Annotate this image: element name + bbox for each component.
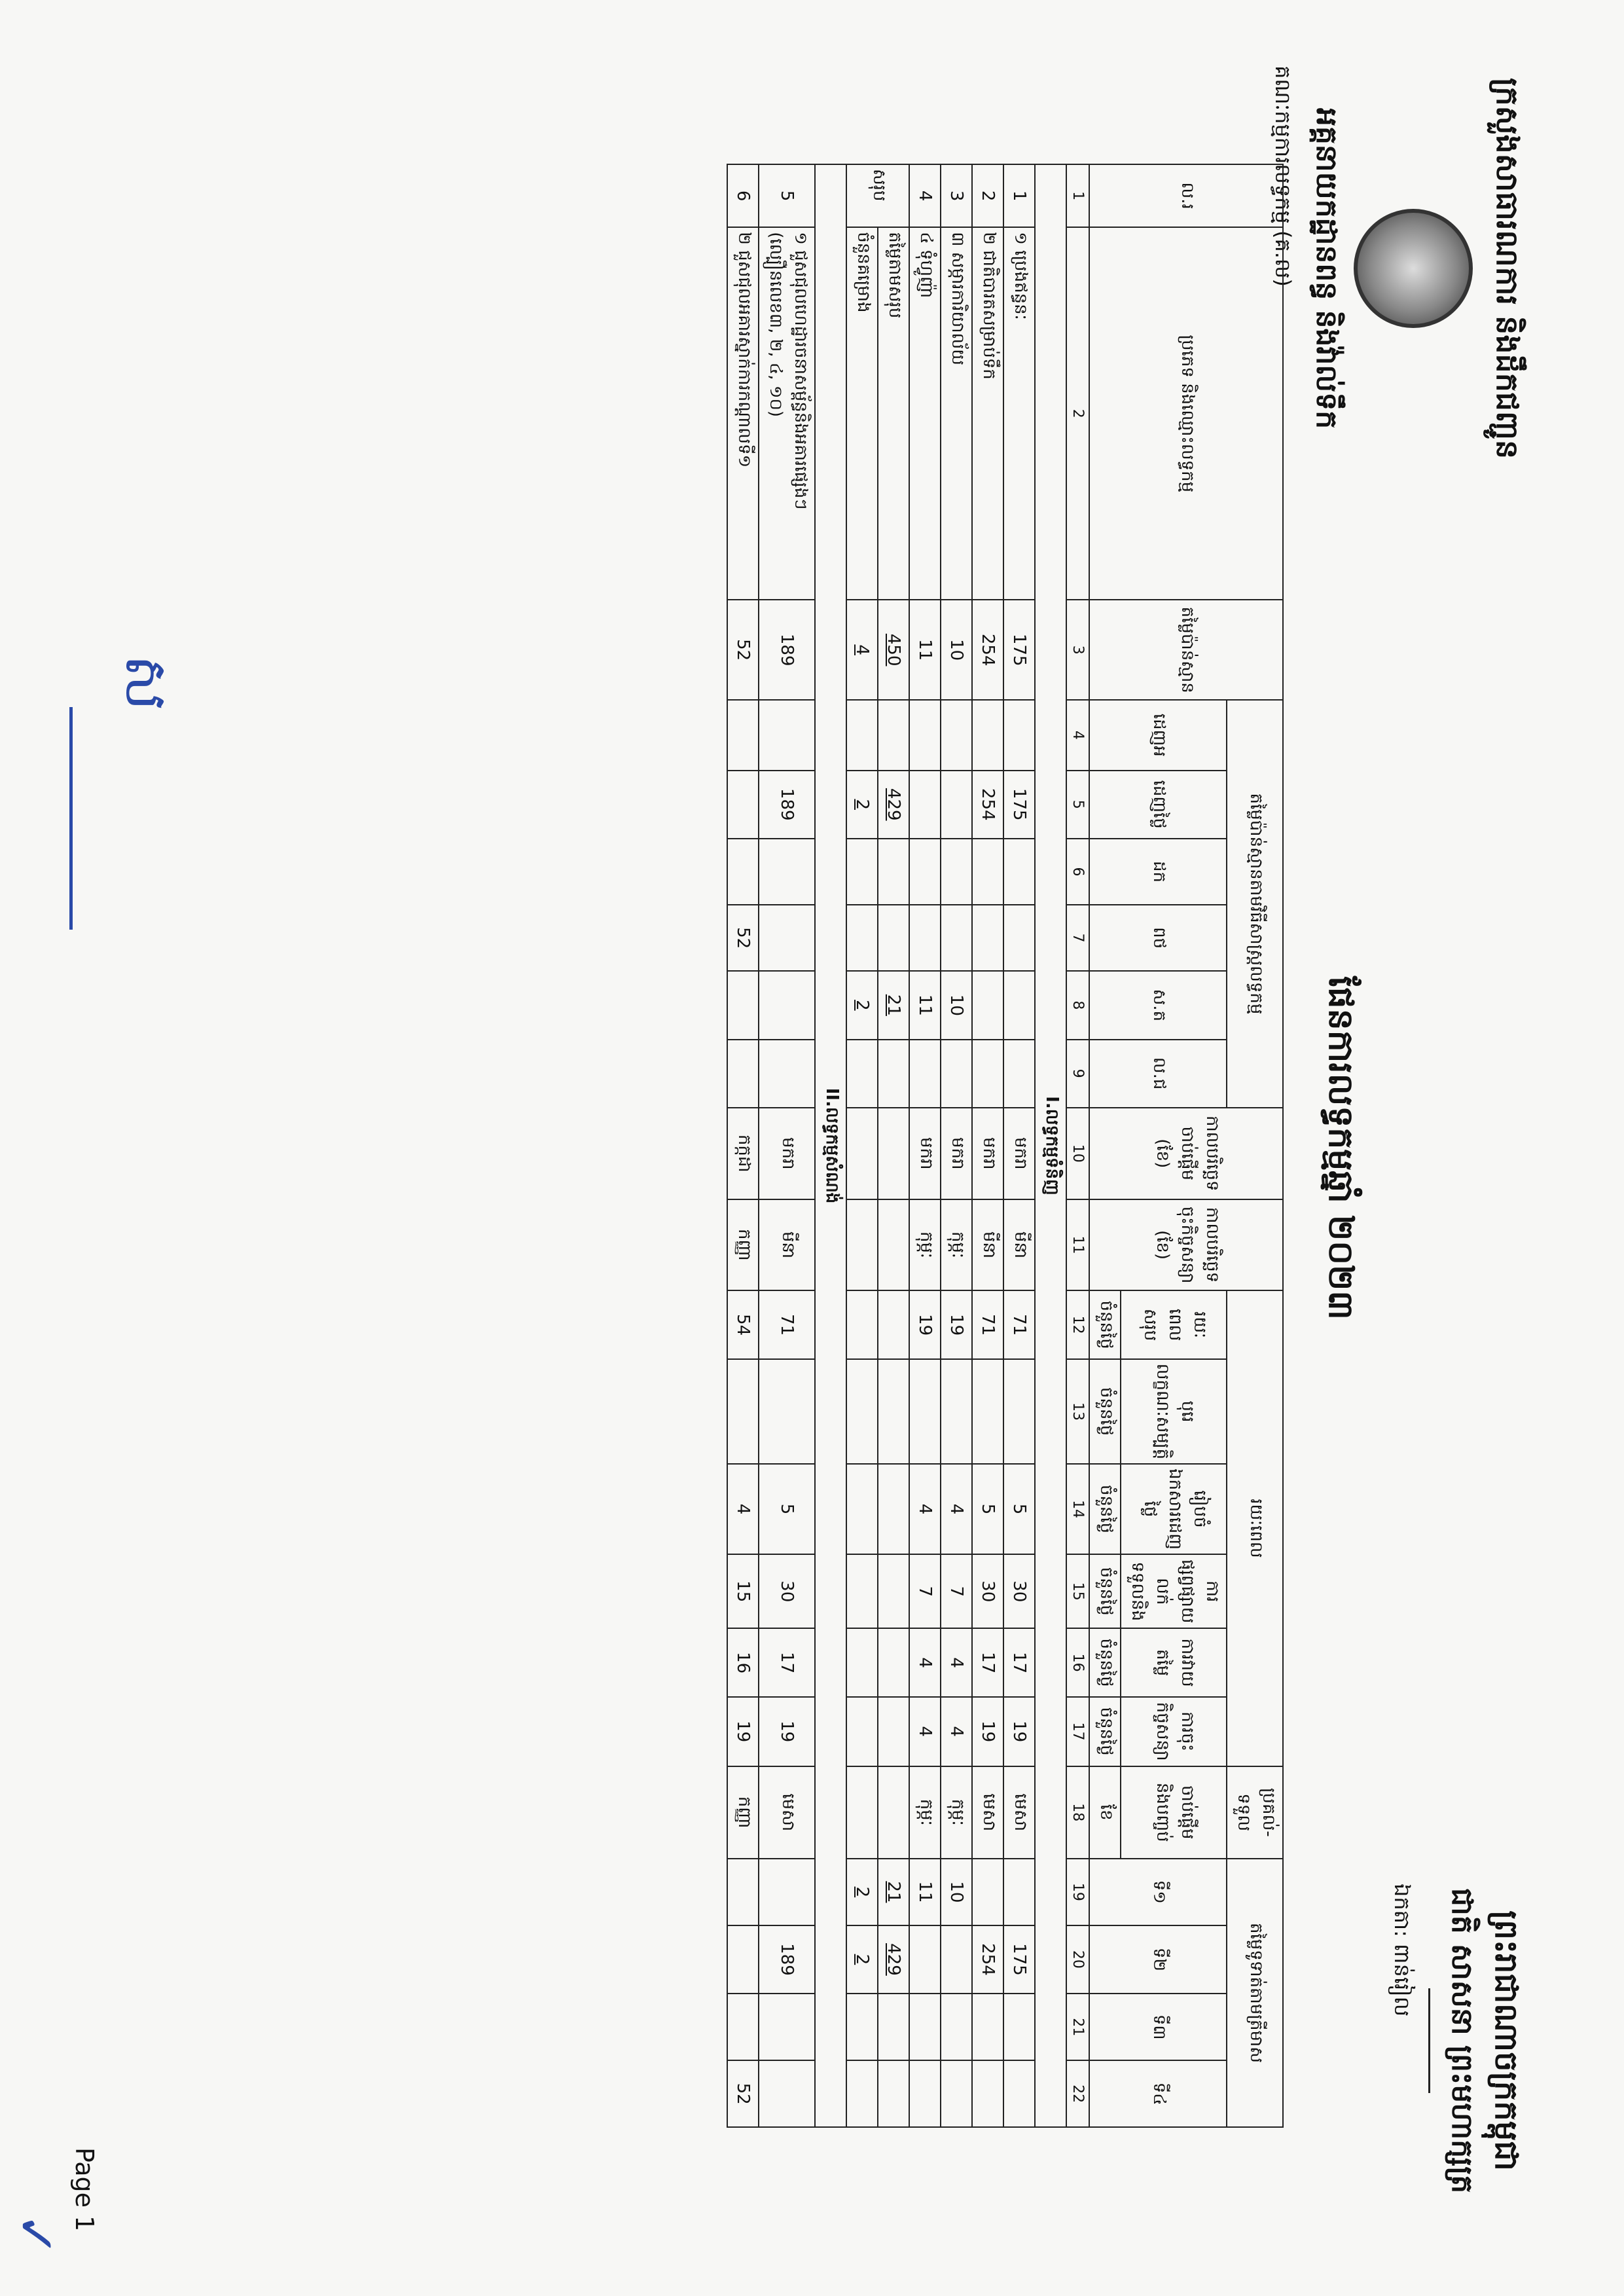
cell-d16: 4 <box>941 1628 972 1696</box>
col-group-delivery: ប្រគល់-ទទួល <box>1227 1766 1283 1859</box>
index-cell: 8 <box>1066 971 1089 1039</box>
cell-d15: 30 <box>972 1554 1003 1629</box>
table-row <box>727 164 759 2127</box>
cell-contract: កុម្ភៈ <box>941 1199 972 1291</box>
cell-d14: 5 <box>972 1464 1003 1554</box>
cell-d14: 4 <box>727 1464 759 1554</box>
cell-empty <box>846 1628 878 1696</box>
cell-c6 <box>1003 839 1035 905</box>
ministry-name: ក្រសួងសាធារណការ និងដឹកជញ្ជូន <box>1490 77 1525 460</box>
cell-c7 <box>759 905 815 971</box>
cell-n: 2 <box>972 164 1003 227</box>
table-row <box>759 164 815 2127</box>
cell-deliv: មេសា <box>1003 1766 1035 1859</box>
cell-c5 <box>909 771 941 839</box>
total-method-5: 21 <box>878 971 909 1039</box>
cell-c7 <box>909 905 941 971</box>
table-row <box>941 164 972 2127</box>
cell-q4: 52 <box>727 2060 759 2127</box>
cell-d17: 4 <box>941 1697 972 1766</box>
cell-c5: 175 <box>1003 771 1035 839</box>
row-description-text: ប្រេងឥន្ធនៈ <box>1011 250 1030 320</box>
cell-empty <box>878 1554 909 1629</box>
cell-d12: 71 <box>972 1290 1003 1358</box>
cell-q4 <box>1003 2060 1035 2127</box>
col-contract-month: កាលបរិច្ឆេទចុះកិច្ចសន្យា (ខែ) <box>1089 1199 1283 1291</box>
cell-empty <box>846 905 878 971</box>
cell-c4 <box>727 700 759 770</box>
cell-deliv: កញ្ញា <box>727 1766 759 1859</box>
cell-d16: 4 <box>909 1628 941 1696</box>
cell-empty <box>878 1359 909 1464</box>
col-group-method: តម្លៃប៉ាន់ស្មានតាមវិធីសាស្ត្រលទ្ធកម្ម <box>1227 700 1283 1108</box>
index-cell: 16 <box>1066 1628 1089 1696</box>
table-body <box>727 164 1066 2127</box>
cell-d15: 7 <box>909 1554 941 1629</box>
index-cell: 7 <box>1066 905 1089 971</box>
cell-empty <box>878 905 909 971</box>
cell-c9 <box>972 1040 1003 1108</box>
col-duration-5: ការវាយតម្លៃ <box>1121 1628 1227 1696</box>
row-description <box>1003 227 1035 600</box>
index-cell: 2 <box>1066 227 1089 600</box>
cell-d16: 17 <box>1003 1628 1035 1696</box>
delivery-unit: ខែ <box>1089 1766 1121 1859</box>
cell-q2 <box>909 1925 941 1994</box>
cell-contract: មីនា <box>972 1199 1003 1291</box>
cell-d13 <box>972 1359 1003 1464</box>
col-group-payment: តម្លៃទូទាត់តាមត្រីមាស <box>1227 1859 1283 2127</box>
index-cell: 13 <box>1066 1359 1089 1464</box>
cell-empty <box>846 1554 878 1629</box>
cell-c4 <box>941 700 972 770</box>
cell-c9 <box>941 1040 972 1108</box>
cell-c7 <box>1003 905 1035 971</box>
cell-q2 <box>727 1925 759 1994</box>
handwritten-initial: ស <box>112 655 181 711</box>
cell-start: មករា <box>941 1108 972 1199</box>
committee-name: គណៈកម្មការលទ្ធកម្ម (គ.ល) <box>1271 65 1295 287</box>
cell-c6 <box>727 839 759 905</box>
row-description <box>759 227 815 600</box>
row-khmer-number: ២ <box>734 232 754 245</box>
total-sub-value-label: តម្លៃតាមសរុប <box>878 227 909 600</box>
cell-empty <box>846 1040 878 1108</box>
cell-q2 <box>941 1925 972 1994</box>
cell-c9 <box>1003 1040 1035 1108</box>
col-delivery-dates <box>1121 1766 1227 1859</box>
cell-empty <box>878 1697 909 1766</box>
cell-q4 <box>941 2060 972 2127</box>
cell-est: 254 <box>972 600 1003 700</box>
cell-n: 6 <box>727 164 759 227</box>
cell-d12: 71 <box>1003 1290 1035 1358</box>
cell-q1 <box>1003 1859 1035 1925</box>
index-cell: 18 <box>1066 1766 1089 1859</box>
cell-q2: 189 <box>759 1925 815 1994</box>
row-khmer-number: ២ <box>979 232 999 245</box>
procurement-plan-table <box>727 164 1284 2128</box>
cell-est: 175 <box>1003 600 1035 700</box>
cell-c8 <box>759 971 815 1039</box>
col-method-4: ពថ <box>1089 905 1227 971</box>
cell-c9 <box>909 1040 941 1108</box>
cell-n: 3 <box>941 164 972 227</box>
col-q4: ទី៤ <box>1089 2060 1227 2127</box>
cell-empty <box>878 1108 909 1199</box>
dur-unit-5: ចំនួនថ្ងៃ <box>1089 1628 1121 1696</box>
cell-est: 52 <box>727 600 759 700</box>
col-method-5: ស.ត <box>1089 971 1227 1039</box>
cell-empty <box>846 839 878 905</box>
delivery-start-label: ចាប់ផ្តើម <box>1178 1785 1197 1840</box>
cell-empty <box>846 1108 878 1199</box>
dur-unit-2: ចំនួនថ្ងៃ <box>1089 1359 1121 1464</box>
total-estimate: 450 <box>878 600 909 700</box>
row-description <box>727 227 759 600</box>
cell-c8: 10 <box>941 971 972 1039</box>
cell-q2: 254 <box>972 1925 1003 1994</box>
header-row-1 <box>1227 164 1283 2127</box>
cell-q2: 175 <box>1003 1925 1035 1994</box>
cell-start: មករា <box>759 1108 815 1199</box>
col-start-month: កាលបរិច្ឆេទចាប់ផ្តើម (ខែ) <box>1089 1108 1283 1199</box>
table-row <box>909 164 941 2127</box>
page-title: ផែនការលទ្ធកម្មឆ្នាំ ២០២៣ <box>1321 976 1360 1320</box>
table-row <box>1003 164 1035 2127</box>
cell-est: 10 <box>941 600 972 700</box>
table-row <box>972 164 1003 2127</box>
cell-n: 1 <box>1003 164 1035 227</box>
cell-c5: 254 <box>972 771 1003 839</box>
total-q2: 429 <box>878 1925 909 1994</box>
cell-deliv: មេសា <box>972 1766 1003 1859</box>
col-group-duration: រយៈពេល <box>1227 1290 1283 1766</box>
total-row <box>878 164 909 2127</box>
cell-c5 <box>727 771 759 839</box>
currency-unit: ឯកតា: ពាន់រៀល <box>1390 1884 1415 2017</box>
col-duration-3: រៀបចំឯកសារដេញថ្លៃ <box>1121 1464 1227 1554</box>
index-cell: 19 <box>1066 1859 1089 1925</box>
delivery-end-label: និងបញ្ចប់ <box>1153 1782 1172 1842</box>
kingdom-title: ព្រះរាជាណាចក្រកម្ពុជា <box>1488 1910 1525 2171</box>
cell-c6 <box>972 839 1003 905</box>
index-cell: 22 <box>1066 2060 1089 2127</box>
cell-d14: 4 <box>909 1464 941 1554</box>
cell-d15: 7 <box>941 1554 972 1629</box>
cell-empty <box>878 1628 909 1696</box>
cell-empty <box>878 700 909 770</box>
cell-c8 <box>727 971 759 1039</box>
col-method-3: ដក <box>1089 839 1227 905</box>
cell-d14: 4 <box>941 1464 972 1554</box>
col-q3: ទី៣ <box>1089 1994 1227 2060</box>
cell-d16: 17 <box>759 1628 815 1696</box>
index-cell: 9 <box>1066 1040 1089 1108</box>
cell-c7: 52 <box>727 905 759 971</box>
cell-empty <box>846 2060 878 2127</box>
dur-unit-4: ចំនួនថ្ងៃ <box>1089 1554 1121 1629</box>
row-description-text: សម្ភារការិយាល័យ <box>948 251 967 365</box>
cell-deliv: កុម្ភៈ <box>941 1766 972 1859</box>
cell-q3 <box>972 1994 1003 2060</box>
cell-d15: 30 <box>759 1554 815 1629</box>
index-cell: 15 <box>1066 1554 1089 1629</box>
cell-empty <box>846 1359 878 1464</box>
cell-c4 <box>909 700 941 770</box>
section-label: I.លទ្ធកម្មទំនិញ <box>1035 164 1066 2127</box>
index-cell: 17 <box>1066 1697 1089 1766</box>
col-q2: ទី២ <box>1089 1925 1227 1994</box>
cell-start: មករា <box>972 1108 1003 1199</box>
dur-unit-1: ចំនួនថ្ងៃ <box>1089 1290 1121 1358</box>
cell-c4 <box>972 700 1003 770</box>
cell-q1 <box>727 1859 759 1925</box>
kingdom-motto: ជាតិ សាសនា ព្រះមហាក្សត្រ <box>1445 1887 1479 2194</box>
cell-d12: 71 <box>759 1290 815 1358</box>
cell-c7 <box>941 905 972 971</box>
cell-empty <box>878 1766 909 1859</box>
cell-d17: 19 <box>972 1697 1003 1766</box>
cell-d13 <box>941 1359 972 1464</box>
row-description-text: ជួសជុលហេដ្ឋារចនាសម្ព័ន្ធនិងអគារផ្សេងៗ (ល្បឿនលេខ៣, ២, ៤, ១០) <box>766 232 810 510</box>
dur-unit-3: ចំនួនថ្ងៃ <box>1089 1464 1121 1554</box>
col-method-1: ដេញអ <box>1089 700 1227 770</box>
cell-c5 <box>941 771 972 839</box>
cell-c9 <box>759 1040 815 1108</box>
cell-d12: 19 <box>909 1290 941 1358</box>
cell-empty <box>846 1697 878 1766</box>
cell-q4 <box>972 2060 1003 2127</box>
cell-c7 <box>972 905 1003 971</box>
cell-empty <box>846 700 878 770</box>
col-duration-2: បុរេលក្ខណៈសម្បត្តិ <box>1121 1359 1227 1464</box>
cell-c8 <box>1003 971 1035 1039</box>
dur-unit-6: ចំនួនថ្ងៃ <box>1089 1697 1121 1766</box>
cell-empty <box>846 1994 878 2060</box>
company-name: អគ្គនាយកដ្ឋានពន្ធ និងវ៉ាល់ទឹក <box>1310 107 1343 429</box>
index-cell: 20 <box>1066 1925 1089 1994</box>
cell-start: កក្កដា <box>727 1108 759 1199</box>
row-khmer-number: ៣ <box>948 232 967 247</box>
cell-d16: 17 <box>972 1628 1003 1696</box>
cell-c4 <box>759 700 815 770</box>
cell-empty <box>878 1290 909 1358</box>
row-description <box>941 227 972 600</box>
col-duration-1: រយៈពេលសរុប <box>1121 1290 1227 1358</box>
cell-empty <box>878 1994 909 2060</box>
total-count-row <box>846 164 878 2127</box>
col-method-6: ល.ជ <box>1089 1040 1227 1108</box>
total-count-q1: 2 <box>846 1859 878 1925</box>
cell-d13 <box>727 1359 759 1464</box>
cell-start: មករា <box>1003 1108 1035 1199</box>
cell-q1 <box>759 1859 815 1925</box>
cell-deliv: មេសា <box>759 1766 815 1859</box>
cell-d12: 54 <box>727 1290 759 1358</box>
col-duration-6: ការចុះកិច្ចសន្យា <box>1121 1697 1227 1766</box>
index-cell: 21 <box>1066 1994 1089 2060</box>
cell-d17: 19 <box>727 1697 759 1766</box>
row-description <box>909 227 941 600</box>
cell-d15: 30 <box>1003 1554 1035 1629</box>
cell-d13 <box>1003 1359 1035 1464</box>
cell-d16: 16 <box>727 1628 759 1696</box>
index-cell: 14 <box>1066 1464 1089 1554</box>
cell-empty <box>878 1040 909 1108</box>
cell-contract: កុម្ភៈ <box>909 1199 941 1291</box>
cell-empty <box>846 1766 878 1859</box>
row-khmer-number: ១ <box>791 232 810 245</box>
row-description <box>972 227 1003 600</box>
index-cell: 10 <box>1066 1108 1089 1199</box>
cell-c6 <box>941 839 972 905</box>
cell-empty <box>878 1199 909 1291</box>
cell-q3 <box>909 1994 941 2060</box>
cell-n: 5 <box>759 164 815 227</box>
total-count-method-2: 2 <box>846 771 878 839</box>
cell-q4 <box>759 2060 815 2127</box>
cell-contract: កញ្ញា <box>727 1199 759 1291</box>
row-description-text: ជួសជុលអគារស្នាក់ការកណ្តាលទី១ <box>734 250 754 468</box>
cell-d17: 19 <box>759 1697 815 1766</box>
cell-d13 <box>909 1359 941 1464</box>
total-method-2: 429 <box>878 771 909 839</box>
cell-start: មករា <box>909 1108 941 1199</box>
col-duration-4: ការផ្សព្វផ្សាយលក់ ទទួលនិង <box>1121 1554 1227 1629</box>
index-cell: 5 <box>1066 771 1089 839</box>
cell-empty <box>846 1464 878 1554</box>
cell-c5: 189 <box>759 771 815 839</box>
index-cell: 12 <box>1066 1290 1089 1358</box>
handwritten-tick: ✓ <box>5 2213 66 2257</box>
col-description: ប្រភេទ និងឈ្មោះលទ្ធកម្ម <box>1089 227 1283 600</box>
section-header-row <box>1035 164 1066 2127</box>
row-khmer-number: ១ <box>1011 232 1030 245</box>
cell-contract: មីនា <box>1003 1199 1035 1291</box>
cell-q1 <box>972 1859 1003 1925</box>
cell-d13 <box>759 1359 815 1464</box>
cell-empty <box>878 1464 909 1554</box>
cell-empty <box>846 1199 878 1291</box>
cell-q1: 10 <box>941 1859 972 1925</box>
col-method-2: ដេញថ្លៃ <box>1089 771 1227 839</box>
cell-d12: 19 <box>941 1290 972 1358</box>
section-label: II.លទ្ធកម្មសំណង់ <box>815 164 846 2127</box>
row-description-text: ទុំហ្វូញ៉ា <box>916 249 936 299</box>
cell-c6 <box>909 839 941 905</box>
cell-d17: 19 <box>1003 1697 1035 1766</box>
total-sub-count-label: ចំនួនគម្រោង <box>846 227 878 600</box>
cell-empty <box>878 839 909 905</box>
total-count: 4 <box>846 600 878 700</box>
cell-q3 <box>727 1994 759 2060</box>
ornament-divider <box>1428 1988 1430 2093</box>
total-count-q2: 2 <box>846 1925 878 1994</box>
row-description-text: ជាតិបារតសម្រាប់ទឹក <box>979 250 999 380</box>
cell-c9 <box>727 1040 759 1108</box>
cell-c8: 11 <box>909 971 941 1039</box>
cell-c8 <box>972 971 1003 1039</box>
cell-q1: 11 <box>909 1859 941 1925</box>
index-cell: 3 <box>1066 600 1089 700</box>
cell-c6 <box>759 839 815 905</box>
signature-stroke <box>69 707 118 930</box>
cell-n: 4 <box>909 164 941 227</box>
page-number: Page 1 <box>70 2147 99 2232</box>
cell-empty <box>878 2060 909 2127</box>
index-cell: 4 <box>1066 700 1089 770</box>
col-estimate: តម្លៃប៉ាន់ស្មាន <box>1089 600 1283 700</box>
cell-d15: 15 <box>727 1554 759 1629</box>
total-label: សរុប <box>846 164 909 227</box>
cell-est: 189 <box>759 600 815 700</box>
cell-est: 11 <box>909 600 941 700</box>
kingdom-header <box>1384 1831 1526 2250</box>
seal-logo-icon <box>1354 209 1473 328</box>
col-no: ល.រ <box>1089 164 1283 227</box>
total-q1: 21 <box>878 1859 909 1925</box>
column-index-row <box>1066 164 1089 2127</box>
cell-q4 <box>909 2060 941 2127</box>
index-cell: 1 <box>1066 164 1089 227</box>
cell-d14: 5 <box>759 1464 815 1554</box>
row-khmer-number: ៤ <box>916 232 936 244</box>
cell-empty <box>846 1290 878 1358</box>
issuer-header <box>1265 39 1526 498</box>
index-cell: 6 <box>1066 839 1089 905</box>
cell-deliv: កុម្ភៈ <box>909 1766 941 1859</box>
cell-q3 <box>759 1994 815 2060</box>
cell-d17: 4 <box>909 1697 941 1766</box>
cell-d14: 5 <box>1003 1464 1035 1554</box>
total-count-method-5: 2 <box>846 971 878 1039</box>
cell-c4 <box>1003 700 1035 770</box>
cell-q3 <box>1003 1994 1035 2060</box>
cell-q3 <box>941 1994 972 2060</box>
cell-contract: មីនា <box>759 1199 815 1291</box>
col-q1: ទី១ <box>1089 1859 1227 1925</box>
section-header-row <box>815 164 846 2127</box>
index-cell: 11 <box>1066 1199 1089 1291</box>
